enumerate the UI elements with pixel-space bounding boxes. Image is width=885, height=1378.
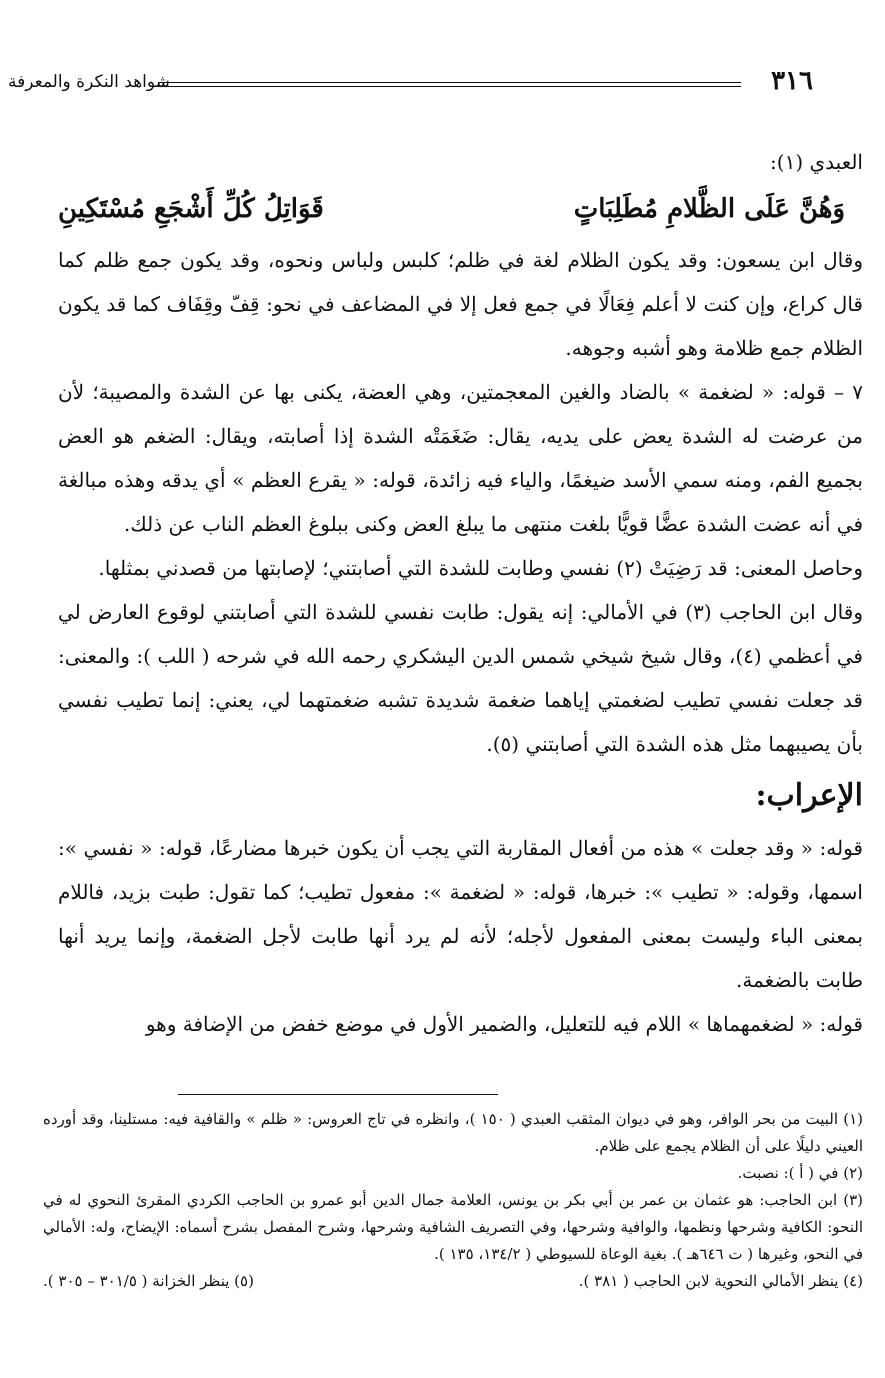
- footnote-2: (٢) في ( أ ): نصبت.: [737, 1164, 863, 1182]
- footnotes-4-5: [43, 1268, 863, 1295]
- paragraph-meaning: وحاصل المعنى: قد رَضِيَتْ (٢) نفسي وطابت للشدة التي أصابتني؛ لإصابتها من قصدني بمثلها.: [98, 556, 863, 580]
- footnote-1: (١) البيت من بحر الوافر، وهو في ديوان المثقب العبدي ( ١٥٠ )، وانظره في تاج العروس: « ظلم » والقافية فيه: مستلينا، وقد أورده العيني دليلًا على أن الظلام يجمع على ظلام.: [43, 1110, 863, 1155]
- footnotes: [43, 1106, 863, 1295]
- main-text: [58, 140, 863, 1046]
- verse-second-hemistich: قَوَاتِلُ كُلِّ أَشْجَعِ مُسْتَكِينِ: [58, 194, 324, 224]
- paragraph-irab-2: قوله: « لضغمهماها » اللام فيه للتعليل، والضمير الأول في موضع خفض من الإضافة وهو: [145, 1012, 863, 1036]
- page-number: ٣١٦: [771, 66, 813, 96]
- poetry-verse: [58, 184, 863, 234]
- footnote-4: (٤) ينظر الأمالي النحوية لابن الحاجب ( ٣٨١ ).: [578, 1272, 863, 1290]
- header-rule: [158, 82, 741, 87]
- paragraph-ibn-hajib: وقال ابن الحاجب (٣) في الأمالي: إنه يقول: طابت نفسي للشدة التي أصابتني لوقوع العارض لي في أعظمي (٤)، وقال شيخ شيخي شمس الدين اليشكري رحمه الله في شرحه ( اللب ): والمعنى: قد جعلت نفسي تطيب لضغمتي إياهما ضغمة شديدة تشبه ضغمتهما لي، يعني: إنما تطيب نفسي بأن يصيبهما مثل هذه الشدة التي أصابتني (٥).: [58, 600, 863, 756]
- page-header: [8, 66, 813, 106]
- poet-intro: العبدي (١):: [770, 150, 863, 174]
- running-title: شواهد النكرة والمعرفة: [8, 72, 170, 92]
- section-heading-irab: الإعراب:: [755, 778, 863, 813]
- paragraph-irab-1: قوله: « وقد جعلت » هذه من أفعال المقاربة التي يجب أن يكون خبرها مضارعًا، قوله: « نفسي »: اسمها، وقوله: « تطيب »: خبرها، قوله: « لضغمة »: مفعول تطيب؛ كما تقول: طبت بزيد، فاللام بمعنى الباء وليست بمعنى المفعول لأجله؛ لأنه لم يرد أنها طابت لأجل الضغمة، وإنما يريد أنها طابت بالضغمة.: [58, 836, 863, 992]
- footnote-5: (٥) ينظر الخزانة ( ٣٠١/٥ – ٣٠٥ ).: [43, 1272, 254, 1290]
- verse-first-hemistich: وَهُنَّ عَلَى الظَّلامِ مُطَلِبَاتٍ: [573, 194, 845, 224]
- footnote-divider: [178, 1094, 498, 1095]
- footnote-3: (٣) ابن الحاجب: هو عثمان بن عمر بن أبي بكر بن يونس، العلامة جمال الدين أبو عمرو بن الحاجب الكردي المقرئ النحوي له في النحو: الكافية وشرحها ونظمها، والوافية وشرحها، وفي التصريف الشافية وشرحها، وشرح المفصل بشرح أسماه: الإيضاح، وله: الأمالي في النحو، وغيرها ( ت ٦٤٦هـ ). بغية الوعاة للسيوطي ( ١٣٤/٢، ١٣٥ ).: [43, 1191, 863, 1263]
- paragraph-ibn-yasun: وقال ابن يسعون: وقد يكون الظلام لغة في ظلم؛ كلبس ولباس ونحوه، وقد يكون جمع ظلم كما قال كراع، وإن كنت لا أعلم فِعَالًا في جمع فعل إلا في المضاعف في نحو: قِفّ وقِفَاف كما قد يكون الظلام جمع ظلامة وهو أشبه وجوهه.: [58, 248, 863, 360]
- paragraph-note-7: ٧ – قوله: « لضغمة » بالضاد والغين المعجمتين، وهي العضة، يكنى بها عن الشدة والمصيبة؛ لأن من عرضت له الشدة يعض على يديه، يقال: ضَغَمَتْه الشدة إذا أصابته، ويقال: الضغم هو العض بجميع الفم، ومنه سمي الأسد ضيغمًا، والياء فيه زائدة، قوله: « يقرع العظم » أي يدقه وهذه مبالغة في أنه عضت الشدة عضًّا قويًّا بلغت منتهى ما يبلغ العض وكنى ببلوغ العظم الناب عن ذلك.: [58, 380, 863, 536]
